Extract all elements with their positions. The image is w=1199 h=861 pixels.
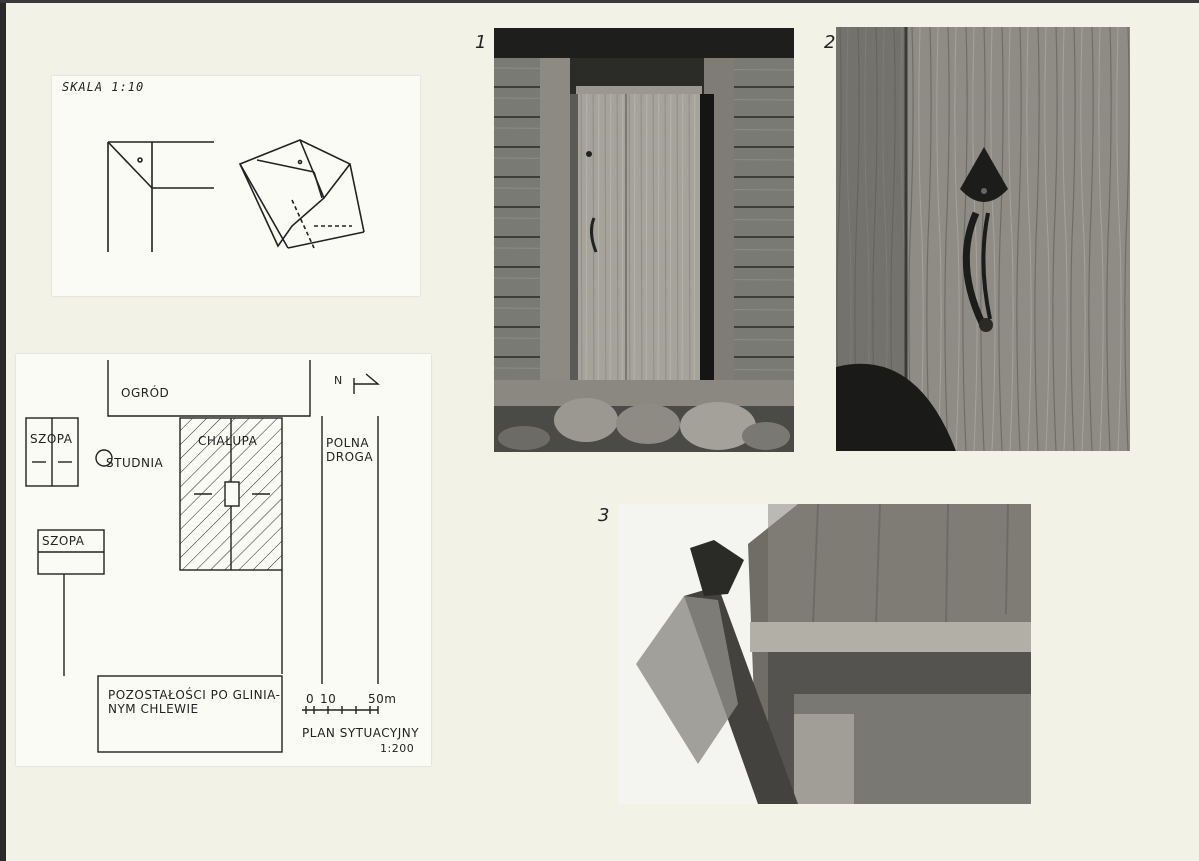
scale-label: SKALA 1:10 [62, 80, 145, 94]
scale-tick-10: 10 [320, 692, 337, 706]
label-remains-line2: NYM CHLEWIE [108, 702, 199, 716]
sheet-edge-top [0, 0, 1199, 3]
label-well: STUDNIA [106, 456, 164, 470]
door-photo-image [494, 28, 794, 452]
label-shed-1: SZOPA [30, 432, 73, 446]
label-garden: OGRÓD [121, 386, 170, 400]
label-road-line1: POLNA [326, 436, 370, 450]
roof-photo-image [618, 504, 1031, 804]
plan-title: PLAN SYTUACYJNY [302, 726, 420, 740]
joint-sketch [52, 76, 420, 296]
photo-roof-corner [618, 504, 1031, 804]
scale-tick-50: 50m [368, 692, 397, 706]
label-north: N [334, 374, 343, 387]
plan-title-scale: 1:200 [380, 742, 415, 755]
label-road-line2: DROGA [326, 450, 374, 464]
photo-number-3: 3 [598, 505, 610, 526]
photo-number-2: 2 [824, 32, 836, 53]
site-plan-card [16, 354, 431, 766]
photo-number-1: 1 [475, 32, 487, 53]
detail-sketch-card [52, 76, 420, 296]
label-cottage: CHAŁUPA [198, 434, 258, 448]
photo-door [494, 28, 794, 452]
label-remains-line1: POZOSTAŁOŚCI PO GLINIA- [108, 688, 281, 702]
label-shed-2: SZOPA [42, 534, 85, 548]
photo-handle [836, 27, 1130, 451]
scale-tick-0: 0 [306, 692, 315, 706]
handle-photo-image [836, 27, 1130, 451]
sheet-edge-left [0, 0, 6, 861]
